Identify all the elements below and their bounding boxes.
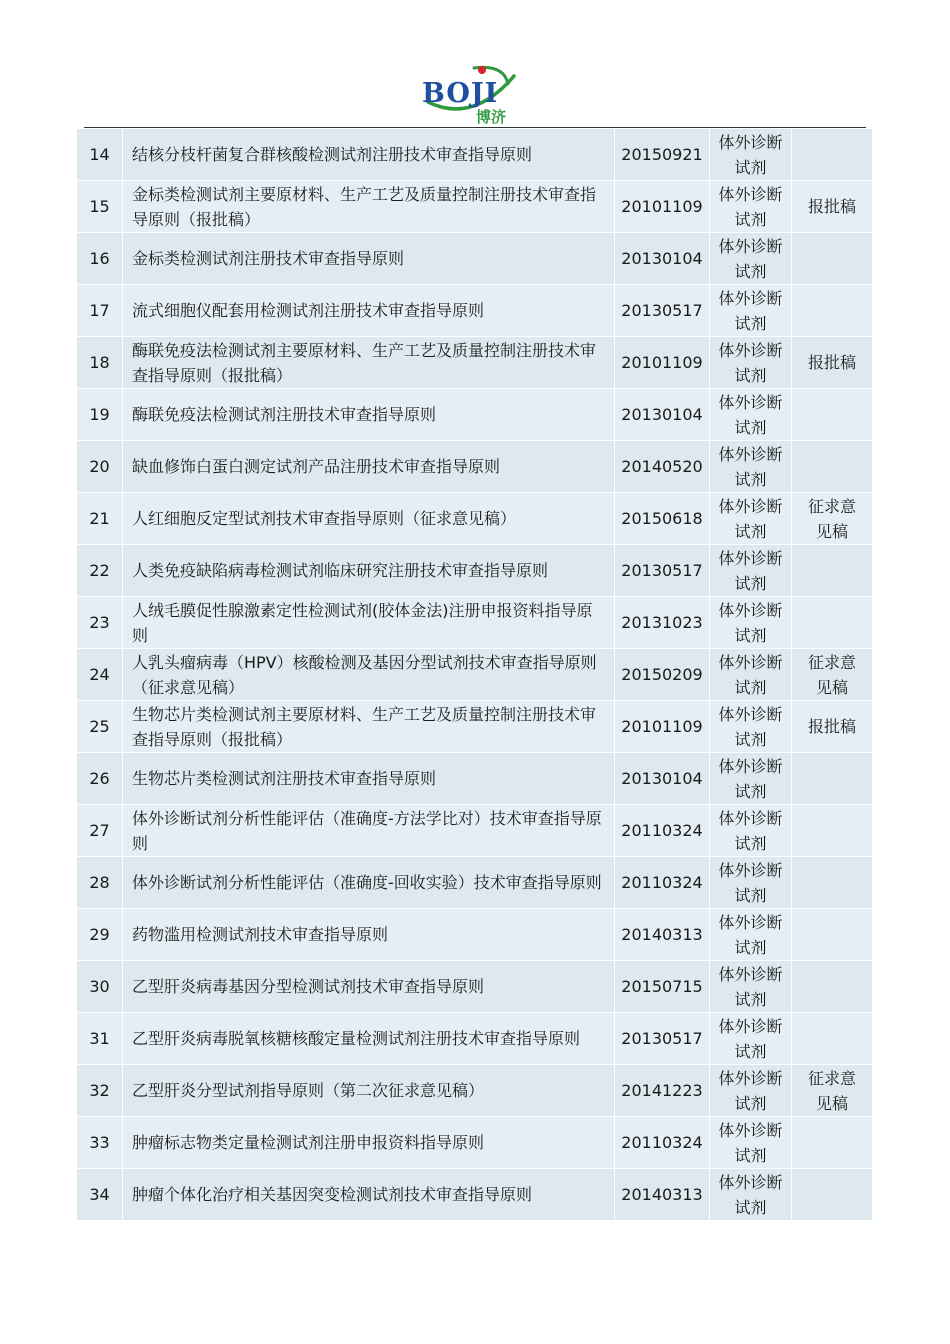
row-title: 药物滥用检测试剂技术审查指导原则 [123,909,615,961]
row-note [792,181,873,233]
note-line: 征求意 [807,496,856,516]
row-note [792,1169,873,1221]
row-date: 20110324 [615,1117,710,1169]
row-title: 乙型肝炎病毒基因分型检测试剂技术审查指导原则 [123,961,615,1013]
header-rule [84,127,866,128]
row-title: 流式细胞仪配套用检测试剂注册技术审查指导原则 [123,285,615,337]
row-title: 人红细胞反定型试剂技术审查指导原则（征求意见稿） [123,493,615,545]
row-number: 30 [77,961,123,1013]
row-number: 23 [77,597,123,649]
row-date: 20130104 [615,389,710,441]
boji-logo [418,62,528,128]
row-date: 20101109 [615,337,710,389]
table-row [77,1169,873,1221]
row-date: 20150209 [615,649,710,701]
row-note [792,493,873,545]
table-row [77,649,873,701]
row-number: 18 [77,337,123,389]
table-row [77,805,873,857]
category-line: 体外诊断 [718,964,783,984]
row-title: 人绒毛膜促性腺激素定性检测试剂(胶体金法)注册申报资料指导原则 [123,597,615,649]
row-number: 25 [77,701,123,753]
row-category [710,493,792,545]
row-note [792,233,873,285]
note-line: 见稿 [815,521,848,541]
row-note [792,649,873,701]
category-line: 体外诊断 [718,1068,783,1088]
row-number: 32 [77,1065,123,1117]
table-row [77,129,873,181]
row-title: 生物芯片类检测试剂主要原材料、生产工艺及质量控制注册技术审查指导原则（报批稿） [123,701,615,753]
table-row [77,181,873,233]
table-row [77,909,873,961]
row-date: 20140313 [615,1169,710,1221]
row-note [792,129,873,181]
row-note [792,1013,873,1065]
category-line: 体外诊断 [718,496,783,516]
row-date: 20131023 [615,597,710,649]
table-row [77,545,873,597]
row-title: 酶联免疫法检测试剂注册技术审查指导原则 [123,389,615,441]
row-category [710,337,792,389]
guideline-table-body [77,129,873,1221]
row-number: 29 [77,909,123,961]
category-line: 试剂 [734,833,767,853]
row-note [792,389,873,441]
table-row [77,285,873,337]
row-category [710,389,792,441]
row-title: 乙型肝炎病毒脱氧核糖核酸定量检测试剂注册技术审查指导原则 [123,1013,615,1065]
row-title: 金标类检测试剂主要原材料、生产工艺及质量控制注册技术审查指导原则（报批稿） [123,181,615,233]
category-line: 试剂 [734,157,767,177]
row-date: 20110324 [615,857,710,909]
row-date: 20150921 [615,129,710,181]
row-category [710,1117,792,1169]
row-note [792,701,873,753]
row-category [710,909,792,961]
table-row [77,337,873,389]
row-category [710,753,792,805]
row-date: 20130104 [615,753,710,805]
row-category [710,857,792,909]
category-line: 试剂 [734,989,767,1009]
row-number: 19 [77,389,123,441]
row-category [710,1169,792,1221]
row-date: 20110324 [615,805,710,857]
row-note [792,441,873,493]
category-line: 体外诊断 [718,912,783,932]
category-line: 体外诊断 [718,1172,783,1192]
category-line: 试剂 [734,469,767,489]
row-title: 结核分枝杆菌复合群核酸检测试剂注册技术审查指导原则 [123,129,615,181]
category-line: 体外诊断 [718,860,783,880]
row-category [710,441,792,493]
row-number: 22 [77,545,123,597]
category-line: 体外诊断 [718,132,783,152]
row-title: 肿瘤标志物类定量检测试剂注册申报资料指导原则 [123,1117,615,1169]
table-row [77,597,873,649]
category-line: 体外诊断 [718,1120,783,1140]
row-category [710,285,792,337]
table-row [77,1065,873,1117]
note-line: 见稿 [815,1093,848,1113]
row-category [710,649,792,701]
logo-text: BOJI [422,78,499,109]
row-category [710,181,792,233]
row-title: 人乳头瘤病毒（HPV）核酸检测及基因分型试剂技术审查指导原则（征求意见稿） [123,649,615,701]
category-line: 试剂 [734,1041,767,1061]
table-row [77,389,873,441]
row-note [792,1065,873,1117]
category-line: 体外诊断 [718,652,783,672]
row-number: 34 [77,1169,123,1221]
category-line: 体外诊断 [718,236,783,256]
row-category [710,1065,792,1117]
note-line: 报批稿 [807,717,856,736]
category-line: 试剂 [734,1093,767,1113]
note-line: 报批稿 [807,353,856,372]
row-note [792,597,873,649]
category-line: 体外诊断 [718,704,783,724]
row-title: 体外诊断试剂分析性能评估（准确度-回收实验）技术审查指导原则 [123,857,615,909]
table-row [77,1117,873,1169]
row-number: 26 [77,753,123,805]
row-title: 缺血修饰白蛋白测定试剂产品注册技术审查指导原则 [123,441,615,493]
row-note [792,961,873,1013]
row-category [710,233,792,285]
row-date: 20150618 [615,493,710,545]
category-line: 试剂 [734,885,767,905]
note-line: 征求意 [807,1068,856,1088]
row-date: 20130517 [615,1013,710,1065]
category-line: 试剂 [734,1145,767,1165]
category-line: 试剂 [734,521,767,541]
row-date: 20140313 [615,909,710,961]
row-number: 16 [77,233,123,285]
row-number: 28 [77,857,123,909]
row-title: 人类免疫缺陷病毒检测试剂临床研究注册技术审查指导原则 [123,545,615,597]
row-note [792,337,873,389]
row-note [792,753,873,805]
row-number: 20 [77,441,123,493]
category-line: 试剂 [734,365,767,385]
category-line: 试剂 [734,625,767,645]
row-date: 20101109 [615,701,710,753]
category-line: 试剂 [734,417,767,437]
category-line: 试剂 [734,1197,767,1217]
row-number: 21 [77,493,123,545]
category-line: 体外诊断 [718,808,783,828]
row-note [792,285,873,337]
row-title: 酶联免疫法检测试剂主要原材料、生产工艺及质量控制注册技术审查指导原则（报批稿） [123,337,615,389]
category-line: 体外诊断 [718,600,783,620]
row-category [710,805,792,857]
row-category [710,129,792,181]
note-line: 征求意 [807,652,856,672]
category-line: 试剂 [734,729,767,749]
row-category [710,961,792,1013]
note-line: 报批稿 [807,197,856,216]
row-date: 20101109 [615,181,710,233]
row-date: 20140520 [615,441,710,493]
category-line: 体外诊断 [718,548,783,568]
row-number: 14 [77,129,123,181]
row-date: 20130517 [615,545,710,597]
row-title: 金标类检测试剂注册技术审查指导原则 [123,233,615,285]
row-category [710,597,792,649]
row-date: 20130104 [615,233,710,285]
row-title: 乙型肝炎分型试剂指导原则（第二次征求意见稿） [123,1065,615,1117]
table-row [77,493,873,545]
table-row [77,233,873,285]
table-row [77,857,873,909]
row-date: 20130517 [615,285,710,337]
row-number: 31 [77,1013,123,1065]
row-number: 33 [77,1117,123,1169]
logo-subtext: 博济 [476,108,507,126]
note-line: 见稿 [815,677,848,697]
row-number: 15 [77,181,123,233]
row-category [710,701,792,753]
category-line: 试剂 [734,573,767,593]
guideline-table [77,129,873,1221]
row-title: 体外诊断试剂分析性能评估（准确度-方法学比对）技术审查指导原则 [123,805,615,857]
category-line: 试剂 [734,781,767,801]
row-number: 24 [77,649,123,701]
row-title: 肿瘤个体化治疗相关基因突变检测试剂技术审查指导原则 [123,1169,615,1221]
row-note [792,545,873,597]
row-note [792,1117,873,1169]
category-line: 体外诊断 [718,340,783,360]
row-date: 20141223 [615,1065,710,1117]
boji-logo-icon [418,62,528,128]
table-row [77,753,873,805]
row-note [792,857,873,909]
row-note [792,909,873,961]
table-row [77,961,873,1013]
row-category [710,1013,792,1065]
category-line: 体外诊断 [718,1016,783,1036]
row-category [710,545,792,597]
category-line: 试剂 [734,937,767,957]
row-note [792,805,873,857]
row-number: 27 [77,805,123,857]
category-line: 体外诊断 [718,184,783,204]
category-line: 试剂 [734,313,767,333]
row-number: 17 [77,285,123,337]
category-line: 试剂 [734,209,767,229]
category-line: 体外诊断 [718,444,783,464]
table-row [77,1013,873,1065]
category-line: 体外诊断 [718,288,783,308]
table-row [77,701,873,753]
category-line: 体外诊断 [718,756,783,776]
category-line: 试剂 [734,261,767,281]
row-title: 生物芯片类检测试剂注册技术审查指导原则 [123,753,615,805]
row-date: 20150715 [615,961,710,1013]
category-line: 体外诊断 [718,392,783,412]
table-row [77,441,873,493]
category-line: 试剂 [734,677,767,697]
